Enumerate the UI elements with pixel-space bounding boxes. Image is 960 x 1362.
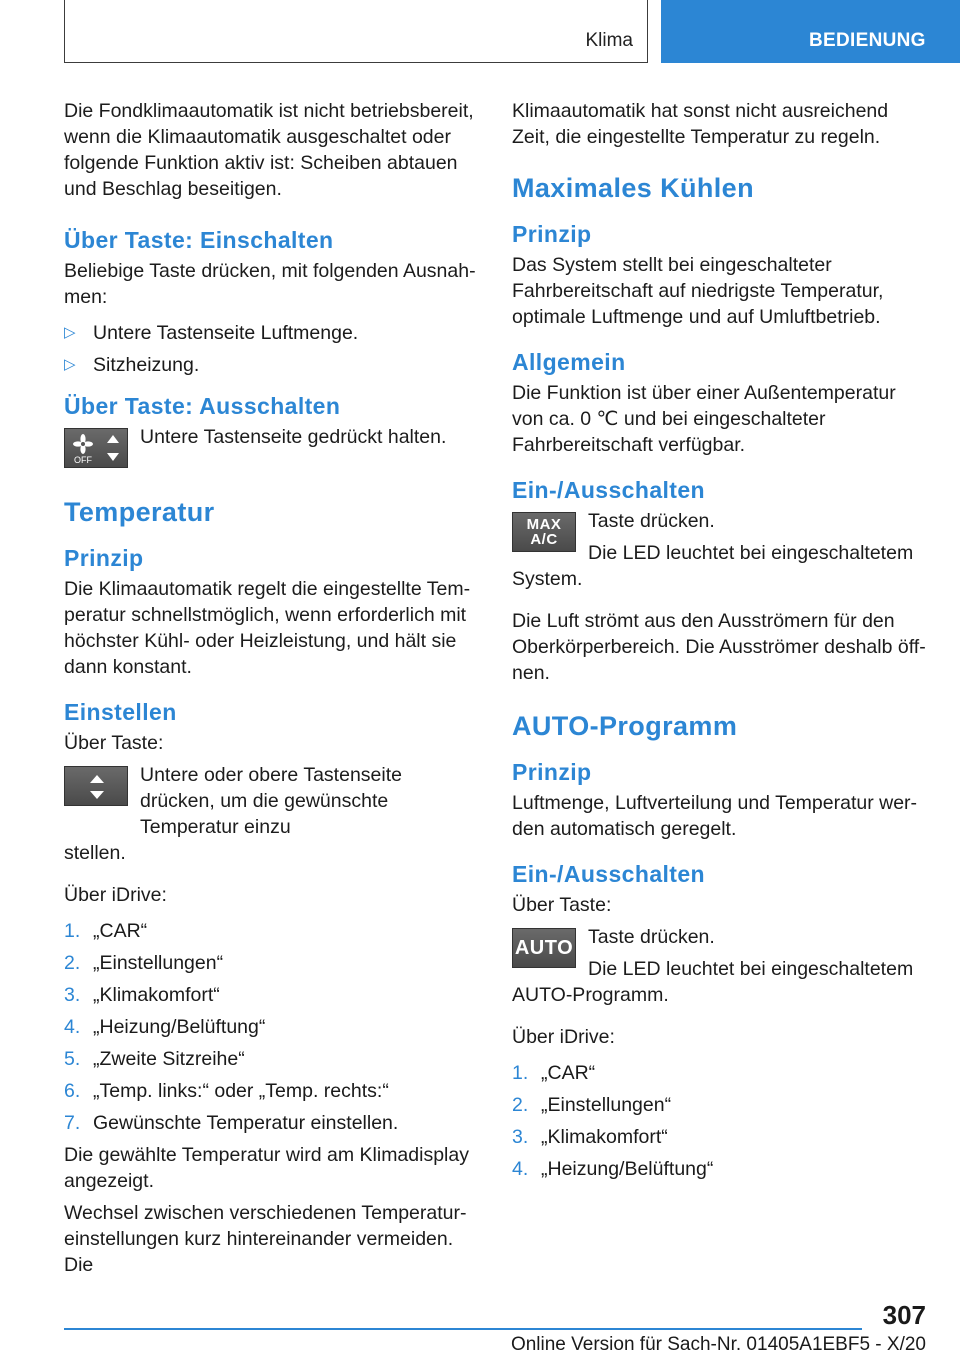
auto-steps-list xyxy=(512,1060,930,1182)
on-exceptions-list xyxy=(64,320,482,378)
auto-via-button: Über Taste: xyxy=(512,894,612,916)
heading-max-onoff: Ein-/Ausschalten xyxy=(512,477,705,503)
set-via-button: Über Taste: xyxy=(64,732,164,754)
header-section-tab xyxy=(661,0,960,63)
fan-icon xyxy=(65,429,127,467)
footer-divider xyxy=(64,1328,862,1330)
header-left-box xyxy=(64,0,648,63)
after-text-2: Wechsel zwischen verschiedenen Temperatureinstellungen kurz hintereinander vermeiden. Die xyxy=(64,1202,467,1276)
auto-led-text-cont: AUTO-Programm. xyxy=(512,984,669,1006)
max-air-text: Die Luft strömt aus den Ausströmern für den Oberkörperbereich. Die Ausströmer deshalb öffnen. xyxy=(512,610,926,684)
temp-steps-list xyxy=(64,918,482,1136)
auto-button-icon: AUTO xyxy=(512,928,576,968)
heading-general: Allgemein xyxy=(512,349,626,375)
heading-off: Über Taste: Ausschalten xyxy=(64,393,341,419)
list-item: 3. „Klimakomfort“ xyxy=(512,1126,668,1148)
general-text: Die Funktion ist über einer Außentemperatur von ca. 0 ℃ und bei eingeschalteter Fahrbereitschaft verfügbar. xyxy=(512,382,896,456)
off-button-row xyxy=(64,428,482,468)
section-title: BEDIENUNG xyxy=(809,30,926,51)
temp-principle-text: Die Klimaautomatik regelt die eingestellte Temperatur schnellstmöglich, wenn erforderlich mit höchster Kühl- oder Heizleistung, und hält sie dann konstant. xyxy=(64,578,471,678)
off-text: Untere Tastenseite gedrückt halten. xyxy=(140,426,447,448)
heading-auto-principle: Prinzip xyxy=(512,759,592,785)
left-column xyxy=(64,98,482,1288)
auto-press-text: Taste drücken. xyxy=(588,926,715,948)
list-item: ▷ Sitzheizung. xyxy=(64,354,200,376)
auto-led-text: Die LED leuchtet bei eingeschaltetem xyxy=(588,958,914,980)
max-press-text: Taste drücken. xyxy=(588,510,715,532)
svg-text:OFF: OFF xyxy=(74,455,92,465)
list-item: 5. „Zweite Sitzreihe“ xyxy=(64,1048,245,1070)
auto-principle-text: Luftmenge, Luftverteilung und Temperatur werden automatisch geregelt. xyxy=(512,792,918,840)
intro-paragraph: Die Fondklimaautomatik ist nicht betriebsbereit, wenn die Klimaautomatik ausgeschaltet oder folgende Funktion aktiv ist: Scheiben abtauen und Beschlag beseitigen. xyxy=(64,100,474,200)
page-number: 307 xyxy=(882,1300,926,1330)
set-via-idrive: Über iDrive: xyxy=(64,884,167,906)
arrow-down-icon xyxy=(90,791,104,799)
set-button-text: Untere oder obere Tastenseite drücken, um die gewünschte Temperatur einzu xyxy=(140,764,402,838)
heading-temperature: Temperatur xyxy=(64,497,215,527)
heading-auto-program: AUTO-Programm xyxy=(512,711,738,741)
heading-on: Über Taste: Einschalten xyxy=(64,227,334,253)
heading-set: Einstellen xyxy=(64,699,177,725)
max-ac-button-row xyxy=(512,512,930,566)
list-item: 7. Gewünschte Temperatur einstellen. xyxy=(64,1112,399,1134)
heading-temp-principle: Prinzip xyxy=(64,545,144,571)
set-button-text-cont: stellen. xyxy=(64,842,126,864)
list-item: 4. „Heizung/Belüftung“ xyxy=(512,1158,714,1180)
max-led-text-cont: System. xyxy=(512,568,583,590)
chapter-title: Klima xyxy=(585,30,633,51)
max-led-text: Die LED leuchtet bei eingeschaltetem xyxy=(588,542,914,564)
fan-off-button-icon xyxy=(64,428,128,468)
heading-max-cooling: Maximales Kühlen xyxy=(512,173,754,203)
list-item: 1. „CAR“ xyxy=(512,1062,596,1084)
triangle-bullet-icon: ▷ xyxy=(64,324,76,341)
right-column xyxy=(512,98,930,1188)
list-item: ▷ Untere Tastenseite Luftmenge. xyxy=(64,322,359,344)
up-down-button-icon xyxy=(64,766,128,806)
auto-via-idrive: Über iDrive: xyxy=(512,1026,615,1048)
on-text: Beliebige Taste drücken, mit folgenden Ausnahmen: xyxy=(64,260,476,308)
max-principle-text: Das System stellt bei eingeschalteter Fahrbereitschaft auf niedrigste Temperatur, optimale Luftmenge und auf Umluftbetrieb. xyxy=(512,254,884,328)
list-item: 4. „Heizung/Belüftung“ xyxy=(64,1016,266,1038)
footer-online-version: Online Version für Sach-Nr. 01405A1EBF5 - X/20 xyxy=(510,1334,926,1355)
triangle-bullet-icon: ▷ xyxy=(64,356,76,373)
after-text-1: Die gewählte Temperatur wird am Klimadisplay angezeigt. xyxy=(64,1144,469,1192)
auto-button-row xyxy=(512,928,930,982)
max-ac-button-icon: MAX A/C xyxy=(512,512,576,552)
heading-max-principle: Prinzip xyxy=(512,221,592,247)
list-item: 3. „Klimakomfort“ xyxy=(64,984,220,1006)
continued-text: Klimaautomatik hat sonst nicht ausreichend Zeit, die eingestellte Temperatur zu regeln. xyxy=(512,100,889,148)
list-item: 2. „Einstellungen“ xyxy=(512,1094,672,1116)
temp-button-row xyxy=(64,766,482,840)
list-item: 2. „Einstellungen“ xyxy=(64,952,224,974)
heading-auto-onoff: Ein-/Ausschalten xyxy=(512,861,705,887)
list-item: 1. „CAR“ xyxy=(64,920,148,942)
arrow-up-icon xyxy=(90,775,104,783)
list-item: 6. „Temp. links:“ oder „Temp. rechts:“ xyxy=(64,1080,389,1102)
